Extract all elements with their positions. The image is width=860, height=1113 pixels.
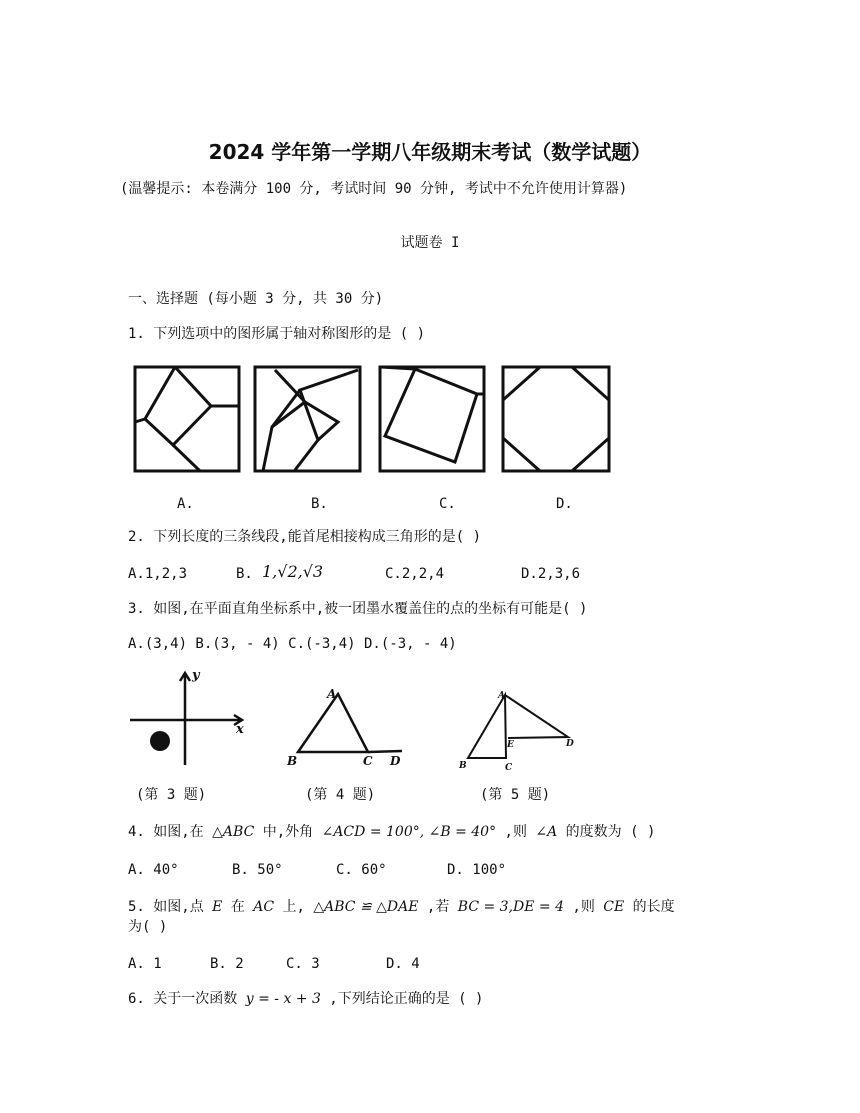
q4-angle: ∠A — [535, 824, 558, 840]
q5-option-b: B. 2 — [210, 956, 244, 972]
q5-option-c: C. 3 — [286, 956, 320, 972]
f4-vertex-c: C — [363, 754, 373, 768]
q1-label-b: B. — [311, 496, 328, 512]
q4-option-b: B. 50° — [232, 862, 283, 878]
f5-vertex-e: E — [507, 740, 514, 750]
q1-figure-c — [380, 367, 484, 471]
figure-4-triangle — [290, 680, 420, 760]
q5-stem-line2: 为( ) — [128, 919, 168, 935]
q1-figure-b — [255, 367, 360, 471]
f5-vertex-b: B — [459, 761, 467, 771]
q6-stem: 6. 关于一次函数 y = - x + 3 ,下列结论正确的是 ( ) — [128, 991, 484, 1007]
q5-stem: 5. 如图,点 E 在 AC 上, △ABC ≌ △DAE ,若 BC = 3,DE = 4 ,则 CE 的长度 — [128, 899, 675, 915]
q2-stem: 2. 下列长度的三条线段,能首尾相接构成三角形的是( ) — [128, 529, 481, 545]
figure-4-caption: (第 4 题) — [305, 787, 376, 803]
q2-option-b-math: 1,√2,√3 — [262, 562, 324, 581]
volume-heading: 试题卷 I — [400, 235, 460, 251]
q1-figure-a — [135, 367, 239, 471]
page-title: 2024 学年第一学期八年级期末考试（数学试题） — [208, 140, 652, 164]
q4-triangle: △ABC — [212, 824, 255, 840]
figure-5-caption: (第 5 题) — [480, 787, 551, 803]
figure-5-triangles — [460, 690, 590, 770]
q2-option-c: C.2,2,4 — [385, 566, 445, 582]
q2-option-a: A.1,2,3 — [128, 566, 188, 582]
f5-vertex-d: D — [566, 739, 574, 749]
exam-hint: (温馨提示: 本卷满分 100 分, 考试时间 90 分钟, 考试中不允许使用计算器) — [120, 181, 628, 197]
q5-congruence: △ABC ≌ △DAE — [313, 899, 419, 915]
f4-vertex-a: A — [327, 687, 337, 701]
q3-stem: 3. 如图,在平面直角坐标系中,被一团墨水覆盖住的点的坐标有可能是( ) — [128, 601, 588, 617]
q5-condition: BC = 3,DE = 4 — [457, 899, 564, 915]
figure-3-caption: (第 3 题) — [136, 787, 207, 803]
q2-option-b-label: B. — [236, 566, 253, 582]
q1-figure-d — [503, 367, 609, 471]
q1-stem: 1. 下列选项中的图形属于轴对称图形的是 ( ) — [128, 326, 425, 342]
f5-vertex-c: C — [505, 763, 513, 773]
q4-option-d: D. 100° — [447, 862, 507, 878]
q4-option-c: C. 60° — [336, 862, 387, 878]
q5-option-d: D. 4 — [386, 956, 420, 972]
f5-vertex-a: A — [498, 691, 505, 701]
ink-blot — [150, 731, 170, 751]
f4-vertex-d: D — [390, 754, 401, 768]
q1-label-d: D. — [556, 496, 573, 512]
q1-label-a: A. — [177, 496, 194, 512]
q5-option-a: A. 1 — [128, 956, 162, 972]
q1-label-c: C. — [439, 496, 456, 512]
q1-figures — [0, 362, 860, 502]
section-heading: 一、选择题 (每小题 3 分, 共 30 分) — [128, 291, 384, 307]
axis-y-label: y — [192, 668, 200, 683]
q2-option-d: D.2,3,6 — [521, 566, 581, 582]
f4-vertex-b: B — [287, 754, 298, 768]
q3-options: A.(3,4) B.(3, - 4) C.(-3,4) D.(-3, - 4) — [128, 636, 457, 652]
q4-option-a: A. 40° — [128, 862, 179, 878]
q4-condition: ∠ACD = 100°, ∠B = 40° — [321, 824, 497, 840]
q4-stem: 4. 如图,在 △ABC 中,外角 ∠ACD = 100°, ∠B = 40° ,则 ∠A 的度数为 ( ) — [128, 824, 656, 840]
q6-function: y = - x + 3 — [245, 991, 321, 1007]
axis-x-label: x — [236, 722, 244, 737]
